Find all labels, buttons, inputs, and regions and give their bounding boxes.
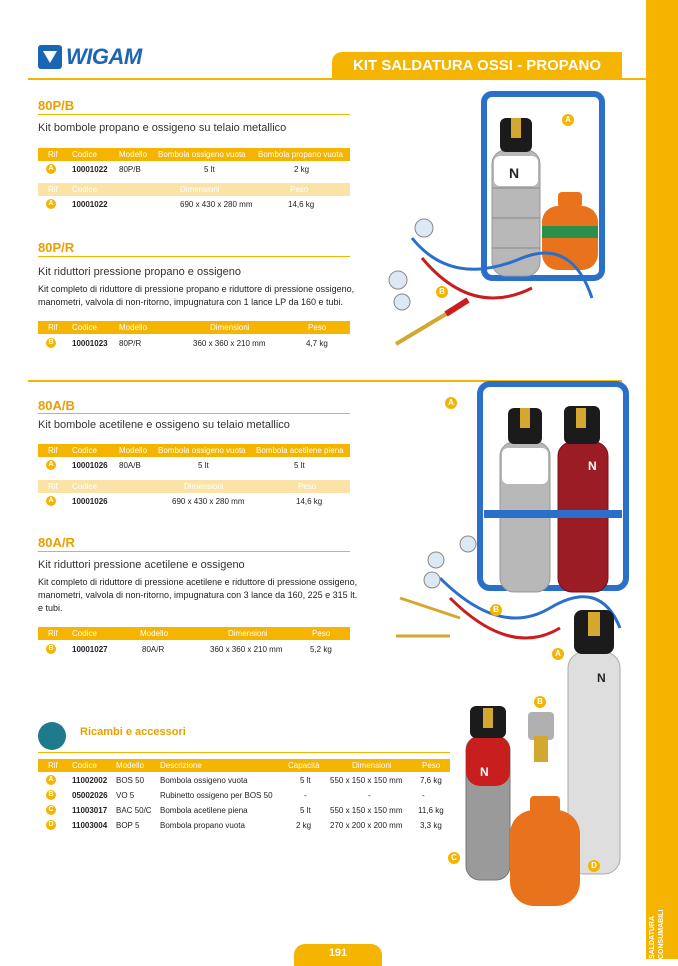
tools-icon xyxy=(38,722,66,750)
section-code-80ab: 80A/B xyxy=(38,398,75,413)
section-code-80pb: 80P/B xyxy=(38,98,75,113)
brand-name: WIGAM xyxy=(66,44,142,69)
section-title-80ar: Kit riduttori pressione acetilene e ossigeno xyxy=(38,559,245,571)
section-rule xyxy=(38,752,450,753)
image-label-b: B xyxy=(534,696,546,708)
table-row: A 11002002 BOS 50 Bombola ossigeno vuota 5 lt 550 x 150 x 150 mm 7,6 kg xyxy=(38,774,450,787)
image-label-a: A xyxy=(445,397,457,409)
section-rule xyxy=(38,256,350,257)
table-row: A 10001026 80A/B 5 lt 5 lt xyxy=(38,459,350,472)
section-description-80ar: Kit completo di riduttore di pressione acetilene e riduttore di pressione ossigeno, manometri, valvola di non-ritorno, impugnatura con 3 lance da 160, 225 e 315 lt. e tubi. xyxy=(38,577,358,613)
page-title: KIT SALDATURA OSSI - PROPANO xyxy=(332,52,622,80)
table-row: C 11003017 BAC 50/C Bombola acetilene piena 5 lt 550 x 150 x 150 mm 11,6 kg xyxy=(38,804,450,817)
wigam-logo-icon xyxy=(38,45,62,69)
section-rule xyxy=(38,413,350,414)
section-rule xyxy=(38,551,350,552)
table-row: D 11003004 BOP 5 Bombola propano vuota 2 kg 270 x 200 x 200 mm 3,3 kg xyxy=(38,819,450,832)
table-header: Rif Codice Dimensioni Peso xyxy=(38,183,350,196)
image-label-b: B xyxy=(490,604,502,616)
image-label-b: B xyxy=(436,286,448,298)
side-category-label: SALDATURA CONSUMABILI xyxy=(649,909,665,959)
side-bar xyxy=(646,0,678,959)
table-header: Rif Codice Modello Bombola ossigeno vuota Bombola acetilene piena xyxy=(38,444,350,457)
image-label-a: A xyxy=(552,648,564,660)
section-title-80pr: Kit riduttori pressione propano e ossigeno xyxy=(38,266,242,278)
table-header: Rif Codice Modello Bombola ossigeno vuota Bombola propano vuota xyxy=(38,148,350,161)
section-code-80ar: 80A/R xyxy=(38,535,75,550)
page-number: 191 xyxy=(294,944,382,966)
table-row: A 10001026 690 x 430 x 280 mm 14,6 kg xyxy=(38,495,350,508)
table-row: A 10001022 690 x 430 x 280 mm 14,6 kg xyxy=(38,198,350,211)
section-code-80pr: 80P/R xyxy=(38,240,75,255)
oxygen-mark: N xyxy=(509,165,520,181)
table-header: Rif Codice Modello Dimensioni Peso xyxy=(38,321,350,334)
section-rule xyxy=(38,114,350,115)
table-row: A 10001022 80P/B 5 lt 2 kg xyxy=(38,163,350,176)
oxygen-mark: N xyxy=(597,671,606,685)
spares-title: Ricambi e accessori xyxy=(80,726,186,738)
image-label-d: D xyxy=(588,860,600,872)
table-row: B 10001027 80A/R 360 x 360 x 210 mm 5,2 kg xyxy=(38,643,350,656)
table-header: Rif Codice Modello Descrizione Capacità Dimensioni Peso xyxy=(38,759,450,772)
table-header: Rif Codice Dimensioni Peso xyxy=(38,480,350,493)
product-image-spare-cylinders xyxy=(440,600,640,920)
section-title-80ab: Kit bombole acetilene e ossigeno su telaio metallico xyxy=(38,419,290,431)
acetylene-mark: N xyxy=(480,765,489,779)
table-header: Rif Codice Modello Dimensioni Peso xyxy=(38,627,350,640)
image-label-a: A xyxy=(562,114,574,126)
section-description-80pr: Kit completo di riduttore di pressione propano e riduttore di pressione ossigeno, manometri, valvola di non-ritorno, impugnatura con 1 lance LP da 160 e tubi. xyxy=(38,284,355,307)
product-image-propane-kit xyxy=(372,88,622,358)
section-title-80pb: Kit bombole propano e ossigeno su telaio metallico xyxy=(38,122,287,134)
acetylene-mark: N xyxy=(588,459,597,473)
image-label-c: C xyxy=(448,852,460,864)
brand-logo xyxy=(38,44,142,70)
table-row: B 05002026 VO 5 Rubinetto ossigeno per BOS 50 - - - xyxy=(38,789,450,802)
table-row: B 10001023 80P/R 360 x 360 x 210 mm 4,7 kg xyxy=(38,337,350,350)
